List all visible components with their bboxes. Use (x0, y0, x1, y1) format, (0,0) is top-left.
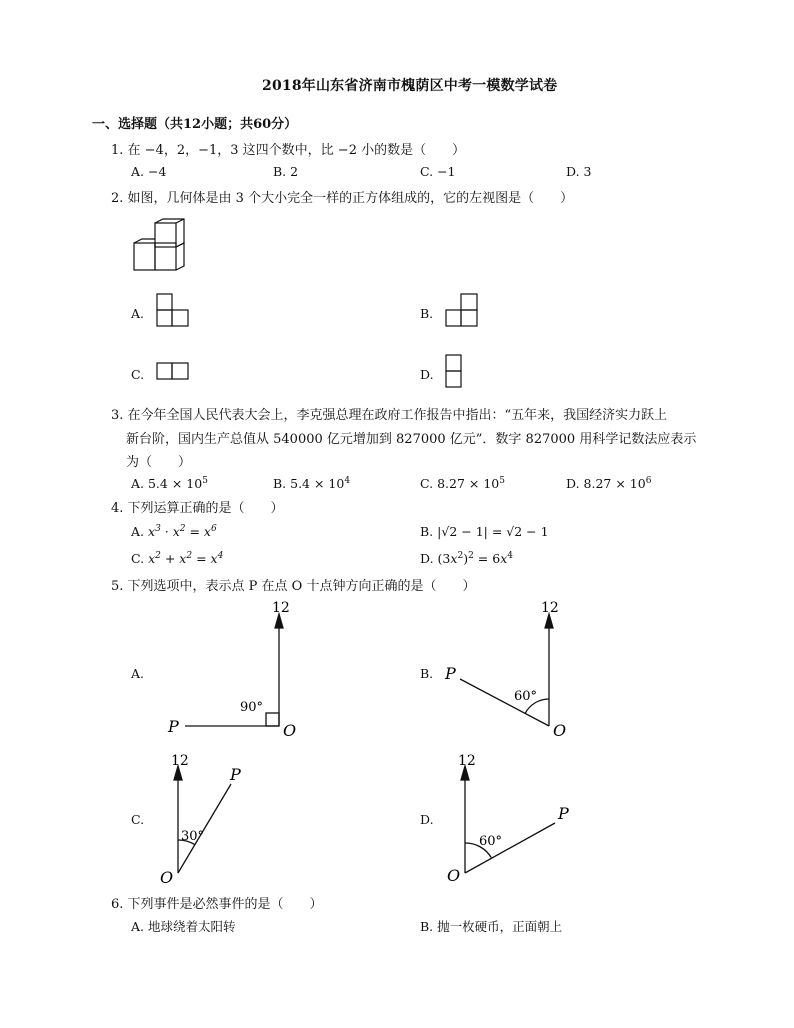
question-2-option-d[interactable]: D. (420, 367, 434, 382)
question-3-option-c[interactable] (420, 475, 505, 491)
option-a-text: A. 5.4 × 10 (131, 476, 203, 491)
clock-diagram-b (440, 600, 590, 744)
option-d-formula: $(3x^2)^2 = 6x^4$ (437, 550, 513, 566)
question-5-option-d[interactable]: D. (420, 812, 434, 827)
label-p-c: P (230, 765, 241, 784)
question-4-option-c[interactable] (131, 550, 224, 566)
question-2-option-b[interactable]: B. (420, 306, 434, 321)
question-3-option-a[interactable] (131, 475, 208, 491)
option-b-label: B. (420, 524, 434, 539)
question-2-option-c[interactable]: C. (131, 367, 145, 382)
option-c-formula: $x^2 + x^2 = x^4$ (148, 550, 224, 566)
option-d-label: D. (420, 551, 434, 566)
question-1-option-a[interactable]: A. −4 (131, 164, 167, 179)
question-5-option-b[interactable]: B. (420, 666, 434, 681)
question-5-option-c[interactable]: C. (131, 812, 145, 827)
label-o-a: O (283, 721, 297, 740)
option-b-text: B. 5.4 × 10 (273, 476, 345, 491)
question-1-option-c[interactable]: C. −1 (420, 164, 456, 179)
question-6-stem: 6. 下列事件是必然事件的是（ ） (111, 897, 323, 912)
option-d-view-figure (445, 354, 463, 388)
question-2-option-a[interactable]: A. (131, 306, 145, 321)
option-b-formula: |√2 − 1| = √2 − 1 (437, 524, 549, 539)
clock-diagram-c (160, 748, 270, 888)
option-c-label: C. (131, 551, 145, 566)
question-3-stem-line-1: 3. 在今年全国人民代表大会上，李克强总理在政府工作报告中指出：“五年来，我国经济实力跃上 (111, 408, 668, 423)
option-b-exponent: 4 (344, 475, 351, 486)
page-title: 2018年山东省济南市槐荫区中考一模数学试卷 (262, 78, 558, 94)
question-3-stem-line-3: 为（ ） (126, 455, 192, 470)
angle-label-a: 90° (240, 700, 264, 715)
question-2-stem: 2. 如图，几何体是由 3 个大小完全一样的正方体组成的，它的左视图是（ ） (111, 191, 574, 206)
option-b-view-figure (445, 293, 479, 327)
label-p-b: P (445, 664, 456, 683)
clock-diagram-d (445, 748, 585, 888)
option-d-exponent: 6 (645, 475, 652, 486)
label-twelve-b: 12 (541, 600, 559, 616)
angle-label-d: 60° (479, 834, 503, 849)
angle-label-b: 60° (514, 689, 538, 704)
question-3-option-d[interactable] (566, 475, 652, 491)
label-p-d: P (558, 804, 569, 823)
option-c-exponent: 5 (499, 475, 505, 486)
option-a-view-figure (156, 293, 190, 327)
label-twelve-a: 12 (272, 600, 290, 616)
label-p-a: P (168, 717, 179, 736)
label-o-d: O (447, 866, 461, 885)
question-4-option-a[interactable] (131, 523, 217, 539)
option-c-text: C. 8.27 × 10 (420, 476, 500, 491)
option-a-exponent: 5 (202, 475, 208, 486)
question-4-option-d[interactable] (420, 550, 513, 566)
option-c-view-figure (156, 362, 190, 382)
question-1-stem: 1. 在 −4，2，−1，3 这四个数中，比 −2 小的数是（ ） (111, 143, 466, 158)
angle-label-c: 30° (181, 829, 205, 844)
cube-solid-figure (133, 218, 193, 274)
question-6-option-b[interactable]: B. 抛一枚硬币，正面朝上 (420, 919, 563, 934)
question-1-option-d[interactable]: D. 3 (566, 164, 592, 179)
question-6-option-a[interactable]: A. 地球绕着太阳转 (131, 919, 236, 934)
label-twelve-d: 12 (458, 753, 476, 769)
question-4-stem: 4. 下列运算正确的是（ ） (111, 501, 284, 516)
option-a-formula: $x^3 \cdot x^2 = x^6$ (148, 523, 217, 539)
label-o-c: O (160, 868, 174, 887)
question-3-stem-line-2: 新台阶，国内生产总值从 540000 亿元增加到 827000 亿元”．数字 827000 用科学记数法应表示 (126, 432, 697, 447)
label-twelve-c: 12 (171, 753, 189, 769)
question-4-option-b[interactable] (420, 526, 549, 539)
clock-diagram-a (165, 600, 305, 744)
section-heading: 一、选择题（共12小题；共60分） (92, 117, 298, 132)
option-a-label: A. (131, 524, 145, 539)
question-3-option-b[interactable] (273, 475, 351, 491)
question-1-option-b[interactable]: B. 2 (273, 164, 299, 179)
label-o-b: O (553, 721, 567, 740)
question-5-stem: 5. 下列选项中，表示点 P 在点 O 十点钟方向正确的是（ ） (111, 579, 476, 594)
option-d-text: D. 8.27 × 10 (566, 476, 646, 491)
question-5-option-a[interactable]: A. (131, 666, 145, 681)
